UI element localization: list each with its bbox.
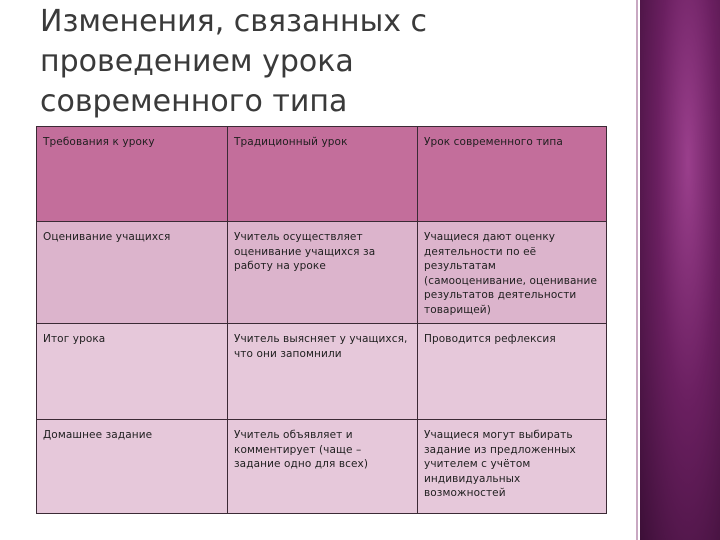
- title-line-1: Изменения, связанных с: [40, 4, 428, 39]
- decorative-side-band: [640, 0, 720, 540]
- side-divider-line: [636, 0, 638, 540]
- table-header-row: [37, 127, 607, 222]
- title-line-2: проведением урока: [40, 44, 354, 79]
- header-cell-modern: Урок современного типа: [418, 127, 607, 222]
- table-cell: Учащиеся дают оценку деятельности по её результатам (самооценивание, оценивание результатов деятельности товарищей): [418, 222, 607, 324]
- table-cell: Учитель выясняет у учащихся, что они запомнили: [228, 324, 418, 420]
- table-cell: Итог урока: [37, 324, 228, 420]
- table-cell: Оценивание учащихся: [37, 222, 228, 324]
- table-cell: Учитель объявляет и комментирует (чаще – задание одно для всех): [228, 420, 418, 514]
- table-row: [37, 324, 607, 420]
- title-line-3: современного типа: [40, 84, 348, 119]
- header-cell-traditional: Традиционный урок: [228, 127, 418, 222]
- table-row: [37, 420, 607, 514]
- table-cell: Домашнее задание: [37, 420, 228, 514]
- comparison-table: [36, 126, 607, 514]
- table-cell: Учащиеся могут выбирать задание из предложенных учителем с учётом индивидуальных возможностей: [418, 420, 607, 514]
- table-cell: Учитель осуществляет оценивание учащихся за работу на уроке: [228, 222, 418, 324]
- slide-title: [40, 2, 600, 122]
- table-row: [37, 222, 607, 324]
- table-cell: Проводится рефлексия: [418, 324, 607, 420]
- header-cell-requirements: Требования к уроку: [37, 127, 228, 222]
